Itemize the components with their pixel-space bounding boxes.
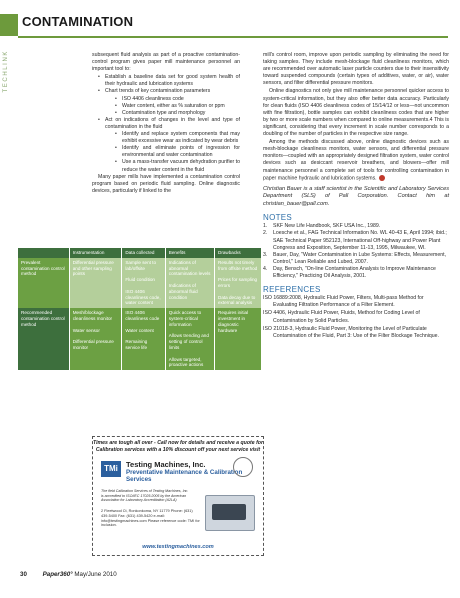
list-item: 2. Loesche et al., FAG Technical Information No. WL 40-43 E, April 1994; ibid.; SAE Technical Paper 952123, International Off-highway and Power Plant Congress and Exposition, September 11-13, 1995, Milwaukee, WI.	[263, 230, 447, 251]
list-item: ISO 21018-3, Hydraulic Fluid Power, Monitoring the Level of Particulate Contamination of the Fluid, Part 3: Use of the Filter Blockage Technique.	[263, 325, 439, 339]
header-rule	[18, 36, 448, 38]
accreditation-seal-icon	[233, 457, 253, 477]
page-header	[0, 0, 460, 40]
list-item: • Chart trends of key contamination parameters • ISO 4406 cleanliness code • Water content, either as % saturation or ppm • Contamination type and morphology	[98, 88, 240, 116]
list-item: ISO 4406, Hydraulic Fluid Power, Fluids, Method for Coding Level of Contamination by Solid Particles.	[263, 310, 420, 324]
list-item: • ISO 4406 cleanliness code	[115, 96, 240, 103]
references-list	[263, 295, 449, 340]
list-item: • Act on indications of changes in the level and type of contamination in the fluid • Identify and replace system components that may exhibit excessive wear as indicated by wear debris • Identify and eliminate points of ingression for environmental and water contamination • Use a mass-transfer vacuum dehydration purifier to reduce the water content in the fluid	[98, 117, 240, 174]
table-header-cell	[18, 248, 69, 258]
table-header-cell: Benefits	[165, 248, 214, 258]
end-of-article-icon	[379, 175, 385, 181]
author-bio: Christian Bauer is a staff scientist in the Scientific and Laboratory Services Department (SLS) of Pall Corporation. Contact him at christian_bauer@pall.com.	[263, 186, 449, 207]
table-cell: Differential pressure and other sampling points	[69, 258, 122, 308]
list-item: • Use a mass-transfer vacuum dehydration purifier to reduce the water content in the fluid	[115, 159, 240, 173]
intro-paragraph: subsequent fluid analysis as part of a proactive contamination-control program gives paper mill maintenance personnel an important tool to:	[92, 52, 240, 73]
left-column	[92, 52, 240, 196]
right-column	[263, 52, 449, 341]
ad-services: Preventative Maintenance & Calibration Services	[126, 469, 243, 484]
ad-tagline: Times are tough all over - Call now for details and receive a quote for Calibration services with a 10% discount off your next service visit	[93, 440, 263, 453]
list-item: • Contamination type and morphology	[115, 110, 240, 117]
list-item: 4. Day, Bensch, "On-line Contamination Analysis to Improve Maintenance Efficiency," Practicing Oil Analysis, 2001.	[263, 265, 436, 280]
table-cell: Recommended contamination control method	[18, 308, 69, 370]
header-accent-block	[0, 14, 18, 36]
section-label: TECHLINK	[3, 50, 9, 93]
table-cell: Sample sent to lab/offsite Fluid condition ISO 4406 cleanliness code, water content	[122, 258, 165, 308]
list-item: ISO 16889:2008, Hydraulic Fluid Power, Filters, Multi-pass Method for Evaluating Filtration Performance of a Filter Element.	[263, 295, 424, 309]
list-item: 3. Bauer, Day, "Water Contamination in Lube Systems: Effects, Measurement, Control," Lean Reliable and Lubed, 2007.	[263, 251, 447, 265]
ad-address: 2 Fleetwood Ct, Ronkonkoma, NY 11779 Phone: (631) 439-5400 Fax: (631) 439-5420 e-mail: info@testingmachines.com Please reference code: TMI for inclusion.	[101, 509, 200, 528]
table-cell: Results not timely from offsite method Prices for sampling errors Data decay due to external analysis	[215, 258, 262, 308]
list-item: • Identify and eliminate points of ingression for environmental and water contamination	[115, 145, 240, 159]
table-cell: Quick access to system-critical information Allows trending and setting of control limits Allows targeted, proactive actions	[165, 308, 214, 370]
body-paragraph: Among the methods discussed above, online diagnostic devices such as mesh-blockage cleanliness monitors, water sensors, and differential pressure monitors—coupled with an appropriately designed filtration system, water control devices such as desiccant reservoir breathers, and blowers—offer mill maintenance personnel a complete set of tools for controlling contamination in paper machine hydraulic and lubrication systems.	[263, 139, 449, 181]
table-row	[18, 308, 262, 370]
sub-list	[105, 96, 240, 117]
comparison-table	[18, 248, 262, 370]
ad-company-name: Testing Machines, Inc.	[126, 460, 206, 469]
table-cell: Indications of abnormal contamination levels Indications of abnormal fluid condition	[165, 258, 214, 308]
company-logo: TMi	[101, 461, 121, 477]
body-paragraph: mill's control room, improve upon periodic sampling by eliminating the need for taking samples. They include mesh-blockage fluid cleanliness monitors, which are recommended over automatic laser particle counters due to their insensitivity toward suspended compounds (certain types of additives, water, or air), water sensors, and filter differential pressure monitors.	[263, 52, 449, 87]
notes-heading: NOTES	[263, 213, 293, 223]
list-item: • Water content, either as % saturation or ppm	[115, 103, 240, 110]
page-title: CONTAMINATION	[22, 14, 134, 29]
issue-date: May/June 2010	[74, 571, 117, 578]
advertisement[interactable]	[92, 436, 264, 556]
comparison-table-wrap	[18, 248, 262, 370]
sub-list	[105, 131, 240, 174]
list-item: • Identify and replace system components that may exhibit excessive wear as indicated by wear debris	[115, 131, 240, 145]
ad-accreditation-note: The field Calibration Services of Testing Machines, Inc. is accredited to ISO/IEC 17025:2005 by the American Association for Laboratory Accreditation (A2LA)	[101, 489, 189, 503]
ad-website-link[interactable]: www.testingmachines.com	[142, 544, 214, 550]
list-item: • Establish a baseline data set for good system health of their hydraulic and lubrication systems	[98, 74, 240, 88]
table-cell: Mesh/blockage cleanliness monitor Water sensor Differential pressure monitor	[69, 308, 122, 370]
table-row	[18, 258, 262, 308]
magazine-name: Paper360°	[42, 571, 73, 578]
table-header-cell: Drawbacks	[215, 248, 262, 258]
table-header-cell: Data collected	[122, 248, 165, 258]
body-paragraph: Online diagnostics not only give mill maintenance personnel quicker access to system-critical information, but they also offer better data accuracy. Particularly for clean fluids (ISO 4406 cleanliness codes of 15/14/12 or less—not uncommon with fine filtration), bottle samples can exhibit cleanliness codes that are higher by two or more scale numbers when compared to online measurements.4 This is significant, considering that every increment in scale number corresponds to a doubling of the number of particles in the respective size range.	[263, 88, 449, 138]
table-cell: Requires initial investment in diagnostic hardware	[215, 308, 262, 370]
benefit-list	[92, 74, 240, 173]
notes-list	[263, 223, 449, 280]
table-header-cell: Instrumentation	[69, 248, 122, 258]
table-cell: Prevalent contamination control method	[18, 258, 69, 308]
page-footer	[20, 571, 117, 578]
table-cell: ISO 4406 cleanliness code Water content Remaining service life	[122, 308, 165, 370]
list-item: 1. SKF New Life Handbook, SKF USA Inc., 1989.	[263, 223, 381, 230]
page-number: 30	[20, 571, 27, 578]
closing-paragraph: Many paper mills have implemented a contamination control program based on periodic fluid sampling. Online diagnostic devices, particularly if linked to the	[92, 173, 240, 194]
references-heading: REFERENCES	[263, 285, 321, 295]
equipment-case-image	[205, 495, 255, 531]
table-header-row	[18, 248, 262, 258]
